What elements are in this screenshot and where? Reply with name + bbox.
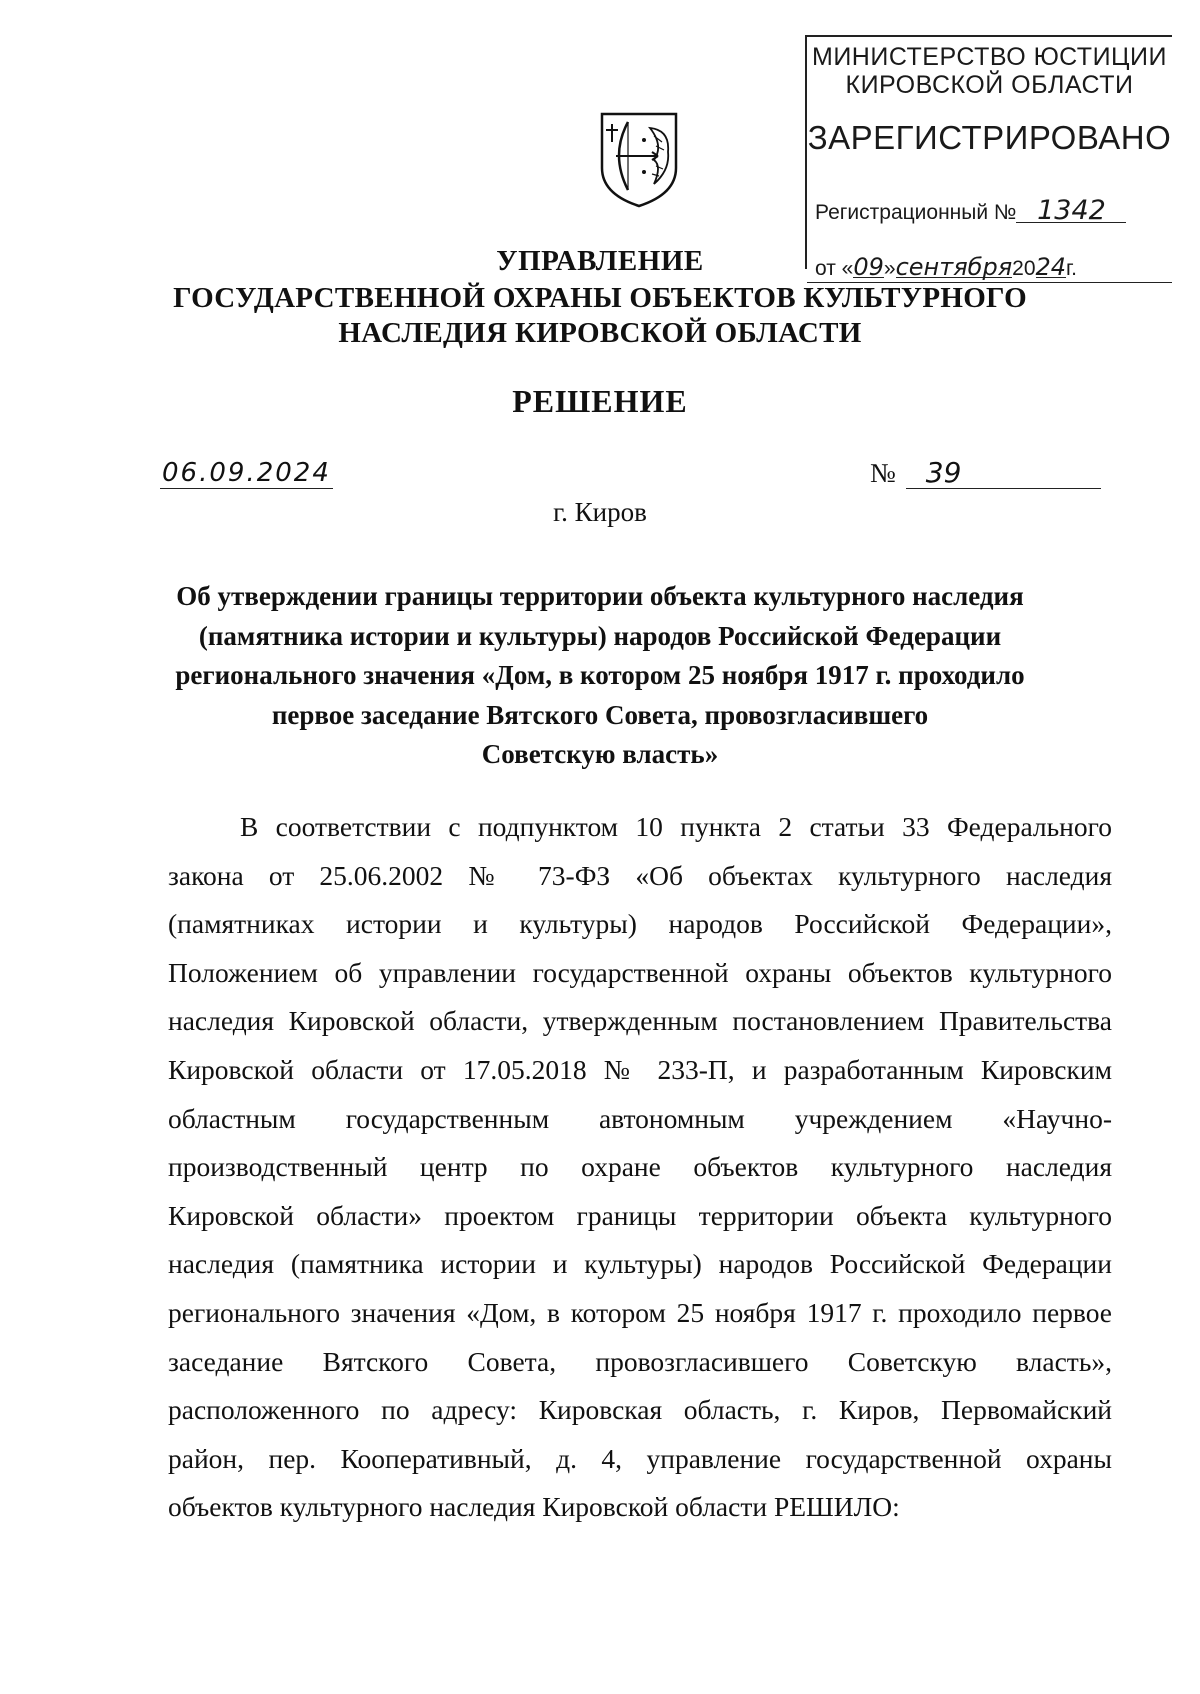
body-line: район, пер. Кооперативный, д. 4, управление государственной охраны	[168, 1442, 1112, 1474]
stamp-date-mid: »	[883, 257, 896, 280]
document-title	[150, 577, 1050, 775]
body-paragraph	[168, 803, 1112, 1532]
body-line: Кировской области от 17.05.2018 № 233-П, и разработанным Кировским	[168, 1053, 1112, 1085]
stamp-date-prefix: от «	[815, 257, 854, 280]
document-city: г. Киров	[553, 497, 647, 527]
document-date: 06.09.2024	[162, 458, 331, 488]
title-line: регионального значения «Дом, в котором 25 ноября 1917 г. проходило	[175, 660, 1025, 690]
body-line: закона от 25.06.2002 № 73-ФЗ «Об объектах культурного наследия	[168, 859, 1112, 891]
stamp-ministry: МИНИСТЕРСТВО ЮСТИЦИИ	[812, 43, 1167, 71]
body-line: Кировской области» проектом границы территории объекта культурного	[168, 1199, 1112, 1231]
stamp-registration-number	[815, 195, 1126, 226]
title-line: (памятника истории и культуры) народов Российской Федерации	[198, 620, 1002, 651]
org-title-line-2: ГОСУДАРСТВЕННОЙ ОХРАНЫ ОБЪЕКТОВ КУЛЬТУРНОГО	[173, 282, 1027, 314]
stamp-date-year: 24	[1035, 253, 1067, 281]
coat-of-arms-icon	[598, 110, 680, 210]
body-line: производственный центр по охране объектов культурного наследия	[168, 1151, 1112, 1183]
stamp-region: КИРОВСКОЙ ОБЛАСТИ	[845, 71, 1134, 99]
number-label: №	[870, 458, 896, 488]
body-line: областным государственным автономным учреждением «Научно-	[168, 1102, 1112, 1134]
document-type: РЕШЕНИЕ	[512, 383, 688, 419]
stamp-date-day: 09	[853, 253, 884, 281]
org-title-line-3: НАСЛЕДИЯ КИРОВСКОЙ ОБЛАСТИ	[338, 317, 862, 349]
document-number	[870, 458, 1101, 489]
body-line: заседание Вятского Совета, провозгласившего Советскую власть»,	[168, 1345, 1112, 1377]
stamp-status: ЗАРЕГИСТРИРОВАНО	[807, 119, 1172, 156]
body-line: наследия Кировской области, утвержденным постановлением Правительства	[168, 1005, 1112, 1037]
org-title-line-1: УПРАВЛЕНИЕ	[496, 245, 704, 277]
title-line: Советскую власть»	[481, 739, 719, 769]
body-line: регионального значения «Дом, в котором 25 ноября 1917 г. проходило первое	[168, 1296, 1112, 1328]
stamp-reg-label: Регистрационный №	[815, 201, 1017, 224]
stamp-date-month: сентября	[895, 253, 1013, 281]
title-line: первое заседание Вятского Совета, провозгласившего	[271, 699, 929, 730]
number-value: 39	[906, 458, 1101, 489]
stamp-reg-number: 1342	[1016, 200, 1126, 223]
body-line: Положением об управлении государственной охраны объектов культурного	[168, 956, 1112, 988]
body-line: объектов культурного наследия Кировской области РЕШИЛО:	[168, 1491, 900, 1523]
registration-stamp	[805, 35, 1172, 281]
body-line: В соответствии с подпунктом 10 пункта 2 статьи 33 Федерального	[240, 811, 1112, 842]
title-line: Об утверждении границы территории объекта культурного наследия	[176, 581, 1024, 611]
body-line: расположенного по адресу: Кировская область, г. Киров, Первомайский	[168, 1394, 1112, 1426]
body-line: (памятниках истории и культуры) народов Российской Федерации»,	[168, 908, 1112, 940]
stamp-date-suffix: г.	[1066, 257, 1077, 280]
body-line: наследия (памятника истории и культуры) народов Российской Федерации	[168, 1248, 1112, 1280]
stamp-date-year-prefix: 20	[1012, 257, 1036, 280]
